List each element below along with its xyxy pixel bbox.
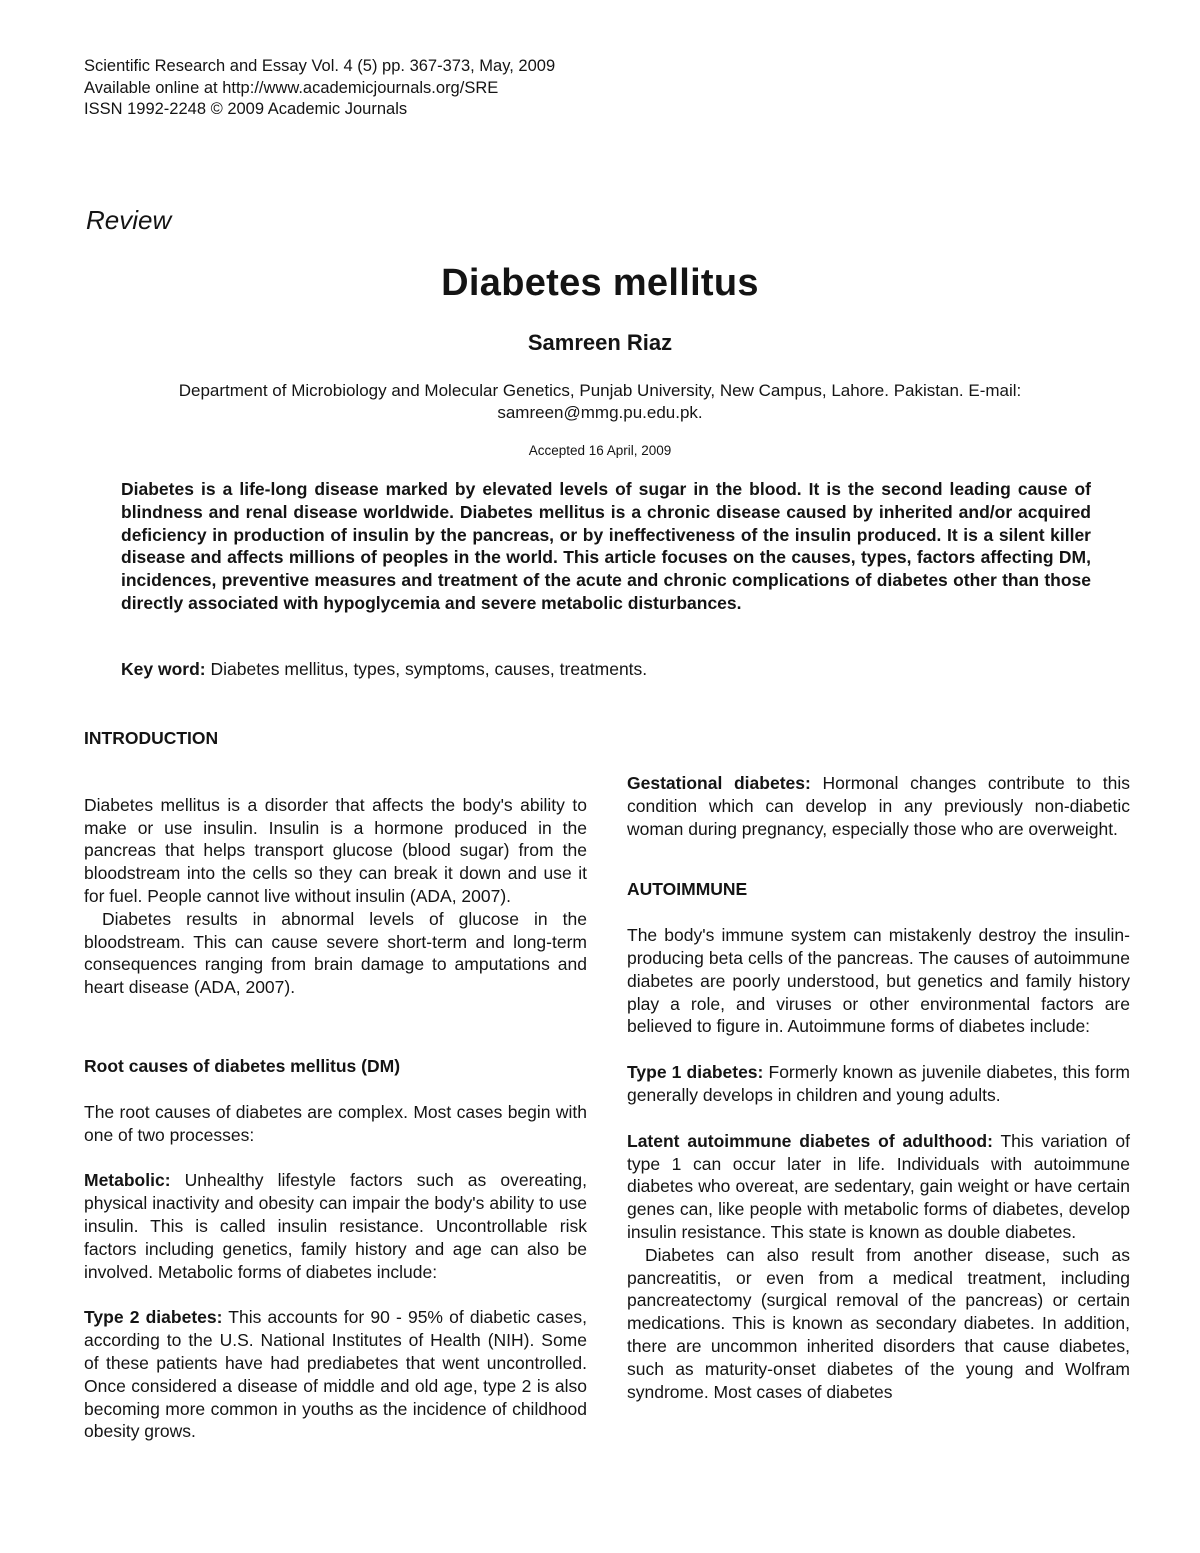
gestational-paragraph (627, 772, 1130, 840)
metabolic-paragraph (84, 1169, 587, 1283)
paper-title: Diabetes mellitus (441, 262, 759, 304)
type2-paragraph (84, 1306, 587, 1443)
lada-text: This variation of type 1 can occur later in life. Individuals with autoimmune diabetes who overeat, are sedentary, gain weight or have certain genes can, like people with metabolic forms of diabetes, develop insulin resistance. This state is known as double diabetes. (627, 1130, 1130, 1242)
right-column (627, 772, 1130, 1403)
section-heading-autoimmune: AUTOIMMUNE (627, 879, 748, 900)
section-heading-introduction: INTRODUCTION (84, 728, 219, 748)
type1-label: Type 1 diabetes: (627, 1062, 764, 1083)
author-name: Samreen Riaz (527, 330, 673, 355)
keywords (121, 659, 647, 680)
intro-paragraph-2: Diabetes results in abnormal levels of glucose in the bloodstream. This can cause severe short-term and long-term consequences ranging from brain damage to amputations and heart disease (ADA, 2007). (84, 908, 587, 998)
type1-paragraph (627, 1061, 1130, 1107)
abstract: Diabetes is a life-long disease marked by elevated levels of sugar in the blood. It is the second leading cause of blindness and renal disease worldwide. Diabetes mellitus is a chronic disease caused by inherited and/or acquired deficiency in production of insulin by the pancreas, or by ineffectiveness of the insulin produced. It is a silent killer disease and affects millions of peoples in the world. This article focuses on the causes, types, factors affecting DM, incidences, preventive measures and treatment of the acute and chronic complications of diabetes other than those directly associated with hypoglycemia and severe metabolic disturbances. (121, 479, 1091, 613)
citation-line-2: Available online at http://www.academicjournals.org/SRE (84, 78, 499, 97)
author-affiliation: Department of Microbiology and Molecular Genetics, Punjab University, New Campus, Lahore. Pakistan. E-mail: samreen@mmg.pu.edu.pk. (178, 381, 1022, 422)
lada-paragraph (627, 1130, 1130, 1244)
root-causes-paragraph: The root causes of diabetes are complex. Most cases begin with one of two processes: (84, 1101, 587, 1145)
accepted-date: Accepted 16 April, 2009 (528, 443, 672, 458)
gestational-label: Gestational diabetes: (627, 773, 811, 793)
citation-line-3: ISSN 1992-2248 © 2009 Academic Journals (84, 100, 408, 118)
section-heading-root-causes: Root causes of diabetes mellitus (DM) (84, 1055, 401, 1076)
intro-paragraph-1: Diabetes mellitus is a disorder that affects the body's ability to make or use insulin. Insulin is a hormone produced in the pancreas that helps transport glucose (blood sugar) from the bloodstream into the cells so they can break it down and use it for fuel. People cannot live without insulin (ADA, 2007). (84, 794, 587, 906)
gestational-text: Hormonal changes contribute to this condition which can develop in any previously non-diabetic woman during pregnancy, especially those who are overweight. (627, 773, 1130, 839)
metabolic-label: Metabolic: (84, 1170, 171, 1191)
keywords-text: Diabetes mellitus, types, symptoms, causes, treatments. (205, 659, 648, 679)
type2-text: This accounts for 90 - 95% of diabetic cases, according to the U.S. National Institutes of Health (NIH). Some of these patients have had prediabetes that went uncontrolled. Once considered a disease of middle and old age, type 2 is also becoming more common in youths as the incidence of childhood obesity grows. (84, 1307, 587, 1442)
article-type: Review (86, 205, 172, 235)
metabolic-text: Unhealthy lifestyle factors such as overeating, physical inactivity and obesity can impair the body's ability to use insulin. This is called insulin resistance. Uncontrollable risk factors including genetics, family history and age can also be involved. Metabolic forms of diabetes include: (84, 1170, 587, 1282)
autoimmune-paragraph: The body's immune system can mistakenly destroy the insulin-producing beta cells of the pancreas. The causes of autoimmune diabetes are poorly understood, but genetics and family history play a role, and viruses or other environmental factors are believed to figure in. Autoimmune forms of diabetes include: (627, 925, 1130, 1037)
citation-line-1: Scientific Research and Essay Vol. 4 (5) pp. 367-373, May, 2009 (84, 57, 556, 75)
type1-text: Formerly known as juvenile diabetes, this form generally develops in children and young adults. (627, 1062, 1130, 1105)
secondary-diabetes-paragraph: Diabetes can also result from another disease, such as pancreatitis, or even from a medical treatment, including pancreatectomy (surgical removal of the pancreas) or certain medications. This is known as secondary diabetes. In addition, there are uncommon inherited disorders that cause diabetes, such as maturity-onset diabetes of the young and Wolfram syndrome. Most cases of diabetes (627, 1244, 1130, 1402)
lada-label: Latent autoimmune diabetes of adulthood: (627, 1130, 993, 1151)
type2-label: Type 2 diabetes: (84, 1307, 223, 1328)
keywords-label: Key word: (121, 659, 206, 679)
journal-citation (84, 56, 555, 121)
left-column (84, 727, 587, 1443)
